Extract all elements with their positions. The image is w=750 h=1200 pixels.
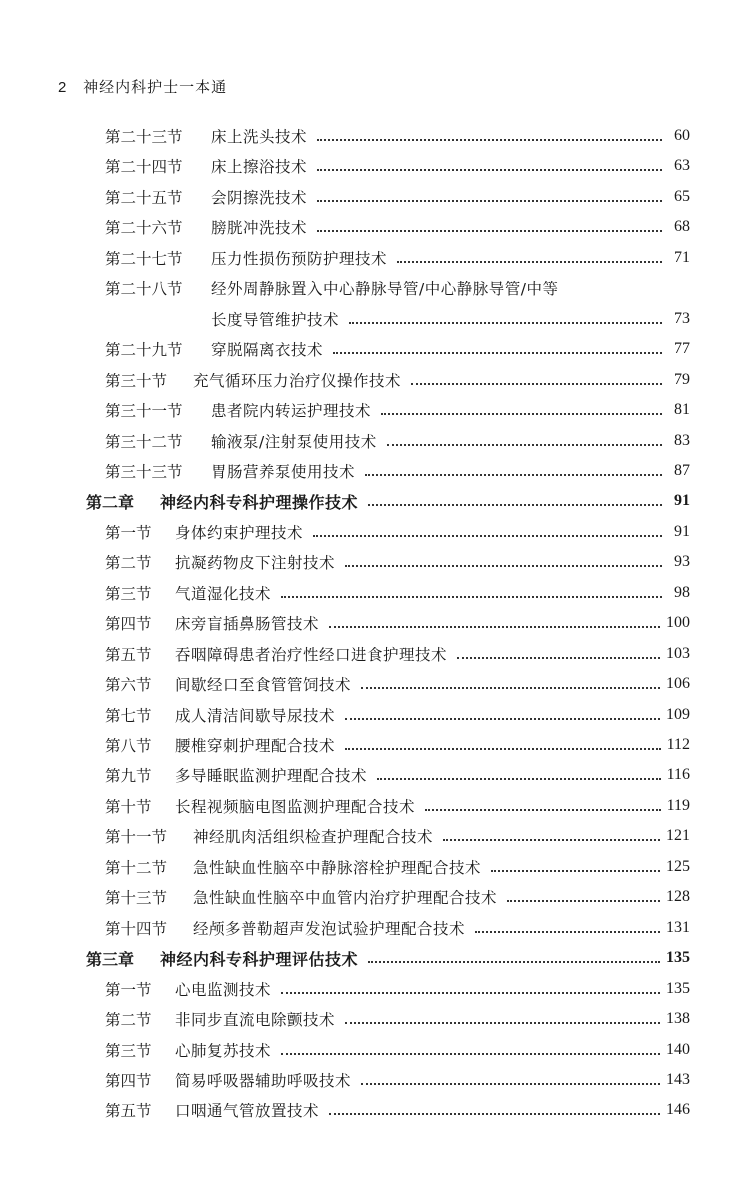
header-book-title: 神经内科护士一本通 [83, 78, 228, 96]
section-label: 第八节 [105, 737, 152, 755]
section-label: 第三十节 [105, 371, 168, 390]
section-label: 第二十七节 [105, 249, 183, 268]
section-label: 第三十一节 [105, 402, 183, 421]
section-title: 多导睡眠监测护理配合技术 [175, 767, 368, 786]
section-title: 穿脱隔离衣技术 [211, 341, 324, 360]
toc-section-entry [105, 184, 690, 210]
header-page-number: 2 [58, 79, 68, 96]
toc-section-entry [105, 458, 690, 484]
page-number: 135 [666, 979, 690, 997]
toc-section-entry [105, 519, 690, 545]
dot-leader [349, 322, 662, 324]
section-label: 第十一节 [105, 828, 168, 847]
page-number: 98 [674, 583, 690, 601]
toc-section-entry [105, 214, 690, 240]
section-title: 抗凝药物皮下注射技术 [175, 554, 336, 573]
dot-leader [281, 596, 662, 598]
dot-leader [443, 839, 660, 841]
toc-section-entry [105, 245, 690, 271]
page-number: 131 [666, 918, 690, 936]
toc-section-entry [105, 549, 690, 575]
dot-leader [475, 931, 660, 933]
page-number: 109 [666, 705, 690, 723]
toc-chapter-entry [86, 488, 690, 514]
dot-leader [397, 261, 662, 263]
section-label: 第十三节 [105, 889, 168, 908]
page-number: 65 [674, 187, 690, 205]
section-title: 间歇经口至食管管饲技术 [175, 676, 352, 695]
section-label: 第三节 [105, 1041, 152, 1060]
page-number: 73 [674, 309, 690, 327]
dot-leader [313, 535, 662, 537]
section-label: 第二十九节 [105, 341, 183, 360]
dot-leader [361, 1083, 660, 1085]
toc-section-entry [105, 397, 690, 423]
dot-leader [317, 230, 662, 232]
section-title: 胃肠营养泵使用技术 [211, 462, 356, 481]
toc-section-entry [105, 702, 690, 728]
dot-leader [345, 565, 662, 567]
section-label: 第七节 [105, 706, 152, 725]
dot-leader [368, 504, 662, 506]
dot-leader [491, 870, 660, 872]
dot-leader [387, 444, 662, 446]
dot-leader [333, 352, 662, 354]
toc-section-entry [105, 1067, 690, 1093]
dot-leader [329, 1113, 660, 1115]
section-title: 会阴擦洗技术 [211, 188, 308, 207]
page-number: 119 [666, 796, 690, 814]
toc-section-entry [105, 793, 690, 819]
section-title: 口咽通气管放置技术 [175, 1102, 320, 1121]
section-title: 吞咽障碍患者治疗性经口进食护理技术 [175, 645, 448, 664]
section-title: 膀胱冲洗技术 [211, 219, 308, 238]
page-number: 140 [666, 1040, 690, 1058]
section-title: 充气循环压力治疗仪操作技术 [193, 371, 402, 390]
section-label: 第四节 [105, 615, 152, 634]
section-label: 第一节 [105, 523, 152, 542]
page-number: 83 [674, 431, 690, 449]
dot-leader [368, 961, 660, 963]
page-number: 103 [666, 644, 690, 662]
toc-section-entry [105, 367, 690, 393]
section-label: 第二节 [105, 1011, 152, 1030]
chapter-label: 第三章 [86, 949, 135, 969]
section-label: 第五节 [105, 645, 152, 664]
dot-leader [365, 474, 662, 476]
page-number: 128 [666, 888, 690, 906]
toc-section-entry [105, 823, 690, 849]
section-title: 气道湿化技术 [175, 584, 272, 603]
page-number: 91 [674, 522, 690, 540]
toc-section-entry [105, 153, 690, 179]
page-number: 121 [666, 827, 690, 845]
page-number: 81 [674, 401, 690, 419]
toc-section-entry [105, 580, 690, 606]
section-title: 患者院内转运护理技术 [211, 402, 372, 421]
page-number: 93 [674, 553, 690, 571]
section-title: 经颅多普勒超声发泡试验护理配合技术 [193, 919, 466, 938]
section-title: 身体约束护理技术 [175, 523, 304, 542]
toc-section-entry [105, 854, 690, 880]
page-number: 77 [674, 340, 690, 358]
toc-section-entry [105, 884, 690, 910]
section-label: 第六节 [105, 676, 152, 695]
chapter-label: 第二章 [86, 492, 135, 512]
section-title: 急性缺血性脑卒中静脉溶栓护理配合技术 [193, 858, 482, 877]
toc-section-entry [105, 762, 690, 788]
dot-leader [345, 748, 661, 750]
toc-section-entry [105, 671, 690, 697]
section-title: 输液泵/注射泵使用技术 [211, 432, 377, 451]
section-title: 非同步直流电除颤技术 [175, 1011, 336, 1030]
dot-leader [411, 383, 662, 385]
dot-leader [381, 413, 662, 415]
dot-leader [317, 200, 662, 202]
dot-leader [361, 687, 660, 689]
toc-section-entry [105, 1037, 690, 1063]
toc-section-entry [105, 275, 690, 301]
section-title: 腰椎穿刺护理配合技术 [175, 737, 336, 755]
page-number: 91 [674, 492, 690, 510]
page-number: 68 [674, 218, 690, 236]
dot-leader [317, 139, 662, 141]
page-number: 71 [674, 248, 690, 266]
section-label: 第三节 [105, 584, 152, 603]
section-label: 第十四节 [105, 919, 168, 938]
dot-leader [281, 1053, 660, 1055]
toc-section-entry [105, 732, 690, 758]
section-label: 第二十五节 [105, 188, 183, 207]
toc-section-entry [105, 336, 690, 362]
chapter-title: 神经内科专科护理操作技术 [160, 492, 359, 512]
dot-leader [345, 718, 660, 720]
section-title: 经外周静脉置入中心静脉导管/中心静脉导管/中等 [211, 280, 559, 299]
toc-section-entry [105, 1097, 690, 1123]
dot-leader [457, 657, 660, 659]
section-label: 第十二节 [105, 858, 168, 877]
toc-section-entry [105, 641, 690, 667]
section-label: 第九节 [105, 767, 152, 786]
section-title: 简易呼吸器辅助呼吸技术 [175, 1071, 352, 1090]
page-number: 112 [666, 736, 690, 753]
toc-chapter-entry [86, 945, 690, 971]
chapter-title: 神经内科专科护理评估技术 [160, 949, 359, 969]
page-number: 135 [666, 949, 690, 967]
toc-section-entry [105, 976, 690, 1002]
page-number: 146 [666, 1101, 690, 1119]
dot-leader [377, 778, 661, 780]
page-number: 116 [666, 766, 690, 784]
dot-leader [317, 169, 662, 171]
page-number: 106 [666, 675, 690, 693]
section-label: 第二十六节 [105, 219, 183, 238]
toc-section-entry [105, 610, 690, 636]
section-title: 心肺复苏技术 [175, 1041, 272, 1060]
section-title: 心电监测技术 [175, 980, 272, 999]
section-title: 床旁盲插鼻肠管技术 [175, 615, 320, 634]
section-label: 第二十四节 [105, 158, 183, 177]
toc-section-entry [105, 306, 690, 332]
section-label: 第二十三节 [105, 128, 183, 146]
running-header [58, 76, 227, 97]
dot-leader [329, 626, 660, 628]
dot-leader [281, 992, 660, 994]
section-label: 第四节 [105, 1071, 152, 1090]
dot-leader [507, 900, 660, 902]
toc-section-entry [105, 1006, 690, 1032]
page-number: 143 [666, 1070, 690, 1088]
section-title: 成人清洁间歇导尿技术 [175, 706, 336, 725]
section-label: 第十节 [105, 797, 152, 816]
section-title: 急性缺血性脑卒中血管内治疗护理配合技术 [193, 889, 498, 908]
section-title: 神经肌肉活组织检查护理配合技术 [193, 828, 434, 847]
section-title: 压力性损伤预防护理技术 [211, 249, 388, 268]
page-number: 79 [674, 370, 690, 388]
toc-section-entry [105, 428, 690, 454]
page-number: 60 [674, 127, 690, 144]
toc-section-entry [105, 915, 690, 941]
page-number: 87 [674, 461, 690, 479]
section-title: 长程视频脑电图监测护理配合技术 [175, 797, 416, 816]
section-label: 第二十八节 [105, 280, 183, 299]
section-title: 床上洗头技术 [211, 128, 308, 146]
section-title: 长度导管维护技术 [211, 310, 340, 329]
dot-leader [345, 1022, 660, 1024]
section-label: 第三十三节 [105, 462, 183, 481]
section-label: 第三十二节 [105, 432, 183, 451]
page-number: 100 [666, 614, 690, 632]
page-number: 125 [666, 857, 690, 875]
section-title: 床上擦浴技术 [211, 158, 308, 177]
page-number: 138 [666, 1010, 690, 1028]
dot-leader [425, 809, 661, 811]
toc-section-entry [105, 123, 690, 149]
page-number: 63 [674, 157, 690, 175]
section-label: 第五节 [105, 1102, 152, 1121]
section-label: 第一节 [105, 980, 152, 999]
section-label: 第二节 [105, 554, 152, 573]
